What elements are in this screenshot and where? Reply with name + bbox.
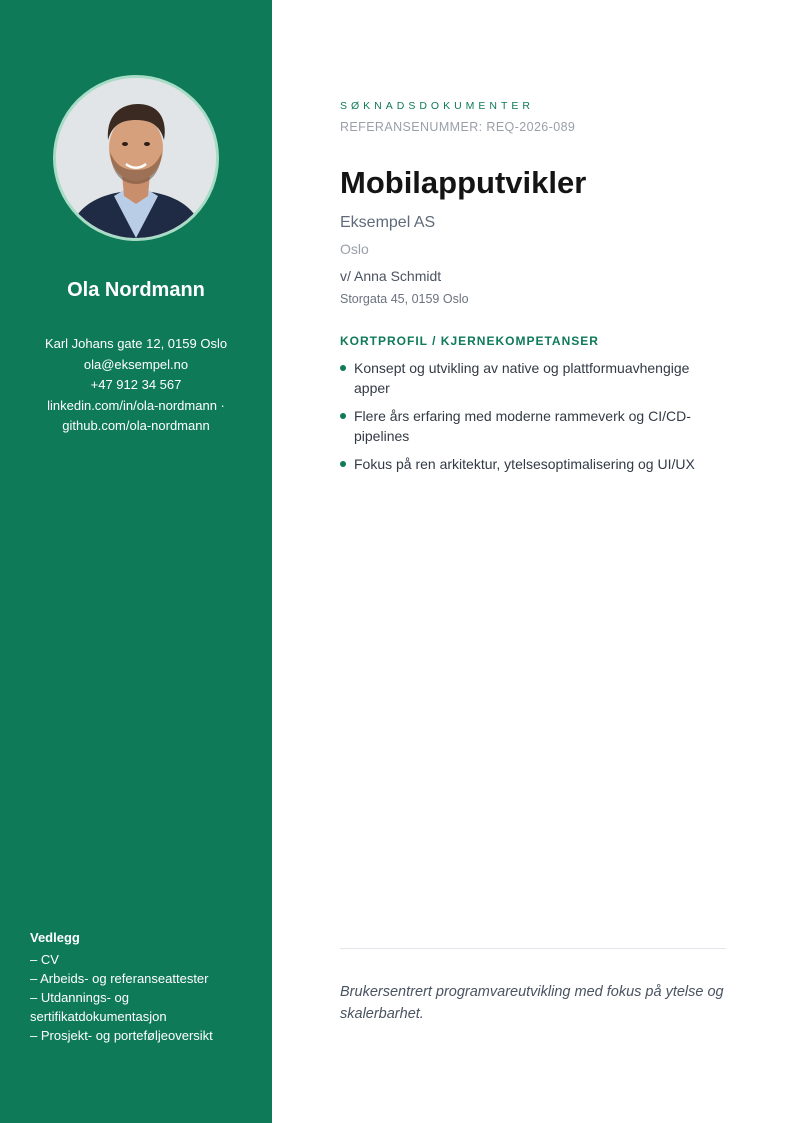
recipient-contact: v/ Anna Schmidt [340,268,442,284]
list-item [340,454,726,474]
contact-email[interactable]: ola@eksempel.no [83,356,189,372]
contact-github[interactable]: github.com/ola-nordmann [62,418,210,433]
profile-section-title: KORTPROFIL / KJERNEKOMPETANSER [340,334,599,348]
recipient-address: Storgata 45, 0159 Oslo [340,292,469,306]
tagline: Brukersentrert programvareutvikling med fokus på ytelse og skalerbarhet. [340,984,724,1022]
list-item-text: Konsept og utvikling av native og plattformuavhengige apper [354,360,690,396]
document-type: SØKNADSDOKUMENTER [340,100,535,112]
bullet-dot-icon [340,413,346,419]
list-item [340,358,726,398]
company-city: Oslo [340,241,369,257]
bullet-dot-icon [340,365,346,371]
attachment-item: – Prosjekt- og porteføljeoversikt [30,1028,213,1043]
divider [340,948,726,949]
list-item-text: Fokus på ren arkitektur, ytelsesoptimalisering og UI/UX [354,456,695,472]
candidate-name: Ola Nordmann [67,279,205,301]
attachment-item: – CV [30,952,59,967]
competence-list [340,358,726,482]
contact-linkedin[interactable]: linkedin.com/in/ola-nordmann · [47,397,225,413]
bullet-dot-icon [340,461,346,467]
attachment-item: – Arbeids- og referanseattester [30,971,209,986]
list-item-text: Flere års erfaring med moderne rammeverk og CI/CD-pipelines [354,408,691,444]
list-item [340,406,726,446]
attachments [30,928,250,1045]
contact-info [20,334,252,437]
attachments-title: Vedlegg [30,930,80,945]
job-title: Mobilapputvikler [340,165,587,200]
profile-photo-image [56,78,216,238]
reference-number: REFERANSENUMMER: REQ-2026-089 [340,120,576,134]
contact-phone[interactable]: +47 912 34 567 [90,377,182,392]
contact-address: Karl Johans gate 12, 0159 Oslo [44,336,228,351]
company-name: Eksempel AS [340,214,436,231]
attachment-item: – Utdannings- og sertifikatdokumentasjon [30,990,167,1024]
sidebar [0,0,272,1123]
profile-photo [53,75,219,241]
